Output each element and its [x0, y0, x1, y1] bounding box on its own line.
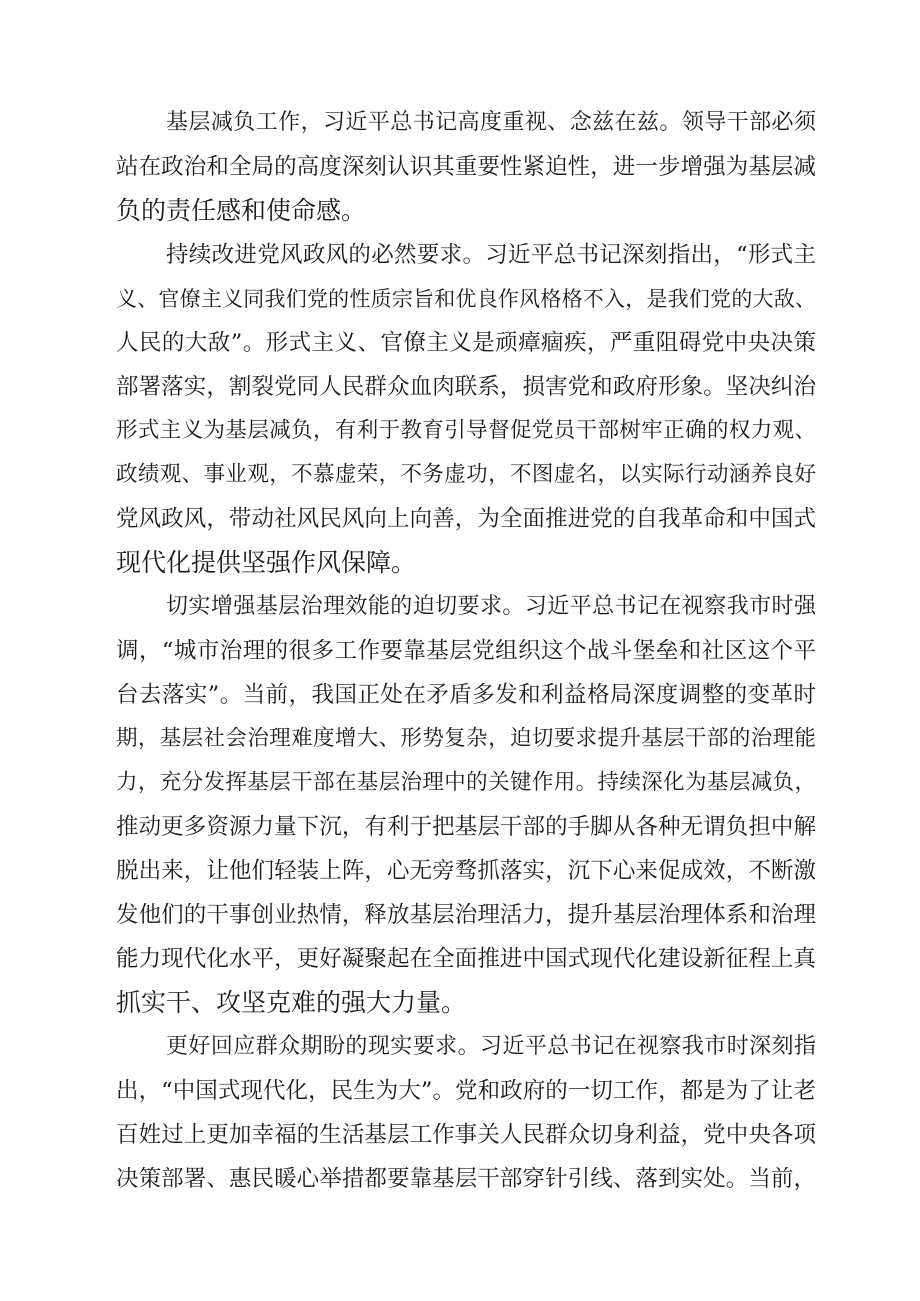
text-line: 党风政风，带动社风民风向上向善，为全面推进党的自我革命和中国式 [116, 506, 816, 532]
text-line: 负的责任感和使命感。 [116, 196, 367, 225]
text-line: 现代化提供坚强作风保障。 [116, 548, 417, 577]
text-line: 抓实干、攻坚克难的强大力量。 [116, 988, 467, 1017]
text-line: 部署落实，割裂党同人民群众血肉联系，损害党和政府形象。坚决纠治 [116, 374, 816, 400]
text-line: 切实增强基层治理效能的迫切要求。习近平总书记在视察我市时强 [166, 594, 816, 619]
text-line: 基层减负工作，习近平总书记高度重视、念兹在兹。领导干部必须 [166, 110, 816, 135]
text-line: 能力现代化水平，更好凝聚起在全面推进中国式现代化建设新征程上真 [116, 946, 816, 972]
text-line: 发他们的干事创业热情，释放基层治理活力，提升基层治理体系和治理 [116, 902, 816, 928]
text-line: 更好回应群众期盼的现实要求。习近平总书记在视察我市时深刻指 [166, 1034, 816, 1059]
text-line: 百姓过上更加幸福的生活基层工作事关人民群众切身利益，党中央各项 [116, 1122, 816, 1148]
text-line: 人民的大敌”。形式主义、官僚主义是顽瘴痼疾，严重阻碍党中央决策 [116, 330, 816, 356]
text-line: 脱出来，让他们轻装上阵，心无旁骛抓落实，沉下心来促成效，不断激 [116, 858, 816, 884]
text-line: 政绩观、事业观，不慕虚荣，不务虚功，不图虚名，以实际行动涵养良好 [116, 462, 816, 487]
text-line: 出，“中国式现代化，民生为大”。党和政府的一切工作，都是为了让老 [116, 1078, 816, 1104]
text-line: 力，充分发挥基层干部在基层治理中的关键作用。持续深化为基层减负， [116, 770, 816, 795]
text-line: 义、官僚主义同我们党的性质宗旨和优良作风格格不入，是我们党的大敌、 [116, 287, 816, 311]
text-line: 决策部署、惠民暖心举措都要靠基层干部穿针引线、落到实处。当前， [116, 1166, 816, 1192]
text-line: 期，基层社会治理难度增大、形势复杂，迫切要求提升基层干部的治理能 [116, 726, 816, 751]
text-line: 持续改进党风政风的必然要求。习近平总书记深刻指出，“形式主 [166, 242, 816, 268]
text-line: 调，“城市治理的很多工作要靠基层党组织这个战斗堡垒和社区这个平 [116, 638, 816, 664]
text-line: 形式主义为基层减负，有利于教育引导督促党员干部树牢正确的权力观、 [116, 418, 816, 443]
text-line: 站在政治和全局的高度深刻认识其重要性紧迫性，进一步增强为基层减 [116, 154, 816, 180]
text-line: 台去落实”。当前，我国正处在矛盾多发和利益格局深度调整的变革时 [116, 682, 816, 708]
text-line: 推动更多资源力量下沉，有利于把基层干部的手脚从各种无谓负担中解 [116, 814, 816, 840]
